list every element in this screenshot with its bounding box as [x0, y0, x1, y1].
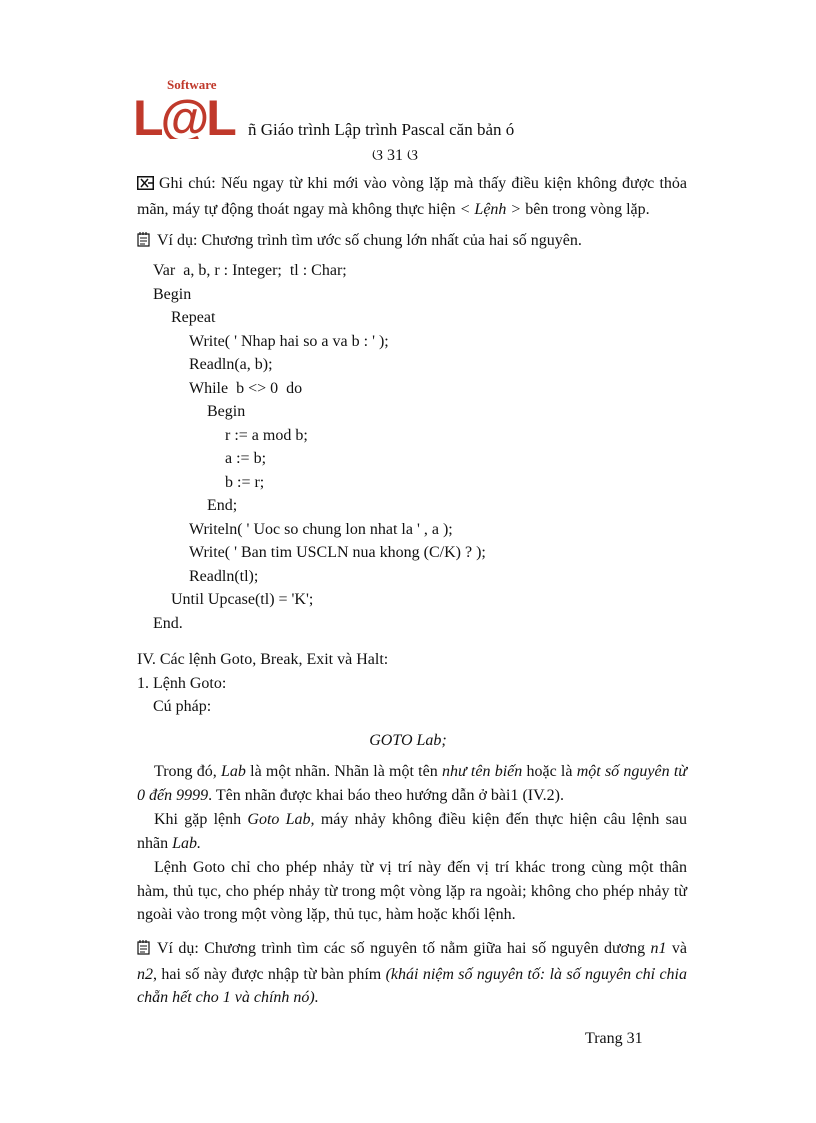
lab-logo-icon [133, 75, 247, 139]
code-line: Repeat [171, 309, 216, 326]
code-line: a := b; [225, 450, 267, 467]
code-line: Var a, b, r : Integer; tl : Char; [153, 262, 347, 279]
section-heading: IV. Các lệnh Goto, Break, Exit và Halt: [137, 651, 389, 668]
code-line: While b <> 0 do [189, 379, 303, 397]
subsection-heading: 1. Lệnh Goto: [137, 675, 227, 692]
example2-text-d: (khái niệm số nguyên tố: là số nguyên chỉ chia chẵn hết cho 1 và chính nó). [137, 965, 687, 1006]
example2-n2: n2 [137, 965, 153, 983]
example2-text-c: , hai số này được nhập từ bàn phím [153, 965, 386, 983]
notepad-icon [137, 939, 152, 963]
para1-text-f: . Tên nhãn được khai báo theo hướng dẫn ở bài1 (IV.2). [208, 786, 564, 804]
syntax-label: Cú pháp: [153, 698, 212, 715]
para1-text-d: hoặc là [522, 763, 577, 780]
code-line: Readln(tl); [189, 567, 259, 585]
note-label: Ghi chú: [159, 175, 221, 192]
code-line: End; [207, 497, 238, 514]
para-lab-description [137, 760, 687, 807]
example2-text-a: Ví dụ: Chương trình tìm các số nguyên tố nằm giữa hai số nguyên dương [157, 940, 651, 957]
code-line: Until Upcase(tl) = 'K'; [171, 591, 314, 608]
code-line: End. [153, 614, 183, 632]
code-line: b := r; [225, 473, 265, 491]
note-lenh: < Lệnh > [459, 200, 522, 218]
code-line: Writeln( ' Uoc so chung lon nhat la ' , a ); [189, 520, 453, 538]
software-logo [133, 75, 247, 139]
para1-text-c: như tên biến [441, 763, 523, 780]
code-line: r := a mod b; [225, 426, 308, 444]
code-line: Write( ' Nhap hai so a va b : ' ); [189, 332, 389, 350]
page-mark: ଓ 31 ଓ [372, 147, 419, 164]
para2-text-d: Lab. [172, 834, 202, 852]
example2-text-b: và [666, 940, 688, 957]
para2-text-c: máy nhảy không điều kiện đến thực hiện câu lệnh sau nhãn [137, 811, 687, 852]
note-paragraph [137, 172, 687, 221]
logo-mark-text: L@L [133, 90, 234, 139]
logo-software-text: Software [167, 77, 217, 92]
note-text-1: Nếu ngay từ khi mới vào vòng lặp mà thấy điều kiện không được thỏa mãn, máy tự động thoát ngay mà không thực hiện [137, 175, 688, 218]
notepad-icon [137, 231, 152, 255]
example2-n1: n1 [650, 940, 667, 957]
para2-text-b: Goto Lab, [247, 811, 315, 828]
para1-text-a: Trong đó, [154, 763, 222, 780]
para1-text-e: một số nguyên từ 0 đến 9999 [137, 763, 688, 804]
syntax-goto: GOTO Lab; [369, 732, 447, 749]
header-title: ñ Giáo trình Lập trình Pascal căn bản ó [248, 120, 515, 139]
para-goto-rules: Lệnh Goto chỉ cho phép nhảy từ vị trí này đến vị trí khác trong cùng một thân hàm, thủ tục, cho phép nhảy từ trong một vòng lặp ra ngoài; không cho phép nhảy từ ngoài vào trong một vòng lặp, thủ tục, hàm hoặc khối lệnh. [137, 859, 687, 923]
para1-lab: Lab [221, 763, 246, 780]
code-line: Begin [207, 403, 246, 420]
para-goto-behavior [137, 808, 687, 855]
code-line: Begin [153, 285, 192, 303]
code-line: Write( ' Ban tim USCLN nua khong (C/K) ? ); [189, 544, 486, 561]
page-number: Trang 31 [585, 1030, 643, 1047]
example2-paragraph [137, 937, 687, 1010]
example1-text: Ví dụ: Chương trình tìm ước số chung lớn nhất của hai số nguyên. [157, 232, 582, 249]
boxed-x-icon [137, 174, 154, 198]
para1-text-b: là một nhãn. Nhãn là một tên [245, 763, 442, 780]
para2-text-a: Khi gặp lệnh [154, 811, 248, 828]
code-line: Readln(a, b); [189, 356, 273, 373]
example1-paragraph [137, 229, 687, 255]
note-text-2: bên trong vòng lặp. [521, 200, 650, 218]
